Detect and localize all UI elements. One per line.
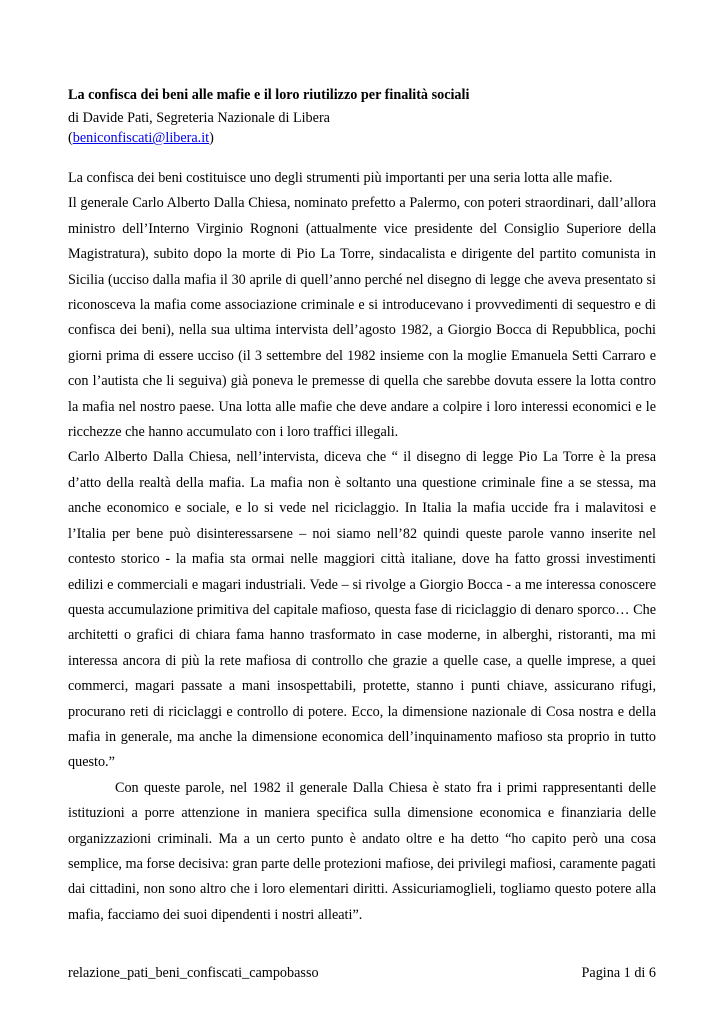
footer-filename: relazione_pati_beni_confiscati_campobasso [68,965,319,981]
email-link[interactable]: beniconfiscati@libera.it [72,130,210,146]
paragraph-interview-quote: Carlo Alberto Dalla Chiesa, nell’intervista, diceva che “ il disegno di legge Pio La Torre è la presa d’atto della realtà della mafia. La mafia non è soltanto una questione criminale fine a se stessa, ma anche economico e sociale, e lo si vede nel riciclaggio. In Italia la mafia uccide fra i malavitosi e l’Italia per bene può disinteressarsene – noi siamo nell’82 quindi queste parole vanno inserite nel contesto storico - la mafia sta ormai nelle maggiori città italiane, dove ha fatto grossi investimenti edilizi e commerciali e magari industriali. Vede – si rivolge a Giorgio Bocca - a me interessa conoscere questa accumulazione primitiva del capitale mafioso, questa fase di riciclaggio di denaro sporco… Che architetti o grafici di chiara fama hanno trasformato in case moderne, in alberghi, ristoranti, ma mi interessa ancora di più la rete mafiosa di controllo che grazie a quelle case, a quelle imprese, a quei commerci, magari passate a mani insospettabili, protette, stanno i punti chiave, assicurano rifugi, procurano reti di riciclaggi e controllo di potere. Ecco, la dimensione nazionale di Cosa nostra e della mafia in generale, ma anche la dimensione economica dell’inquinamento mafioso sta proprio in tutto questo.” [68,449,656,771]
email-open-paren: ( [68,130,73,146]
email-close-paren: ) [209,130,214,146]
document-title: La confisca dei beni alle mafie e il loro riutilizzo per finalità sociali [68,87,470,103]
paragraph-conclusion: Con queste parole, nel 1982 il generale Dalla Chiesa è stato fra i primi rappresentanti delle istituzioni a porre attenzione in maniera specifica sulla dimensione economica e finanziaria delle organizzazioni criminali. Ma a un certo punto è andato oltre e ha detto “ho capito però una cosa semplice, ma forse decisiva: gran parte delle protezioni mafiose, dei privilegi mafiosi, caramente pagati dai cittadini, non sono altro che i loro elementari diritti. Assicuriamoglieli, togliamo questo potere alla mafia, facciamo dei suoi dipendenti i nostri alleati”. [68,779,656,923]
document-body [68,86,656,928]
email-line [68,128,656,148]
footer-page-number: Pagina 1 di 6 [581,965,656,981]
page-footer [68,963,656,983]
paragraph-dalla-chiesa: Il generale Carlo Alberto Dalla Chiesa, nominato prefetto a Palermo, con poteri straordinari, dall’allora ministro dell’Interno Virginio Rognoni (attualmente vice presidente del Consiglio Superiore della Magistratura), subito dopo la morte di Pio La Torre, sindacalista e dirigente del partito comunista in Sicilia (ucciso dalla mafia il 30 aprile di quell’anno perché nel disegno di legge che aveva presentato si riconosceva la mafia come associazione criminale e si introducevano i provvedimenti di sequestro e di confisca dei beni), nella sua ultima intervista dell’agosto 1982, a Giorgio Bocca di Repubblica, pochi giorni prima di essere ucciso (il 3 settembre del 1982 insieme con la moglie Emanuela Setti Carraro e con l’autista che li seguiva) già poneva le premesse di quella che sarebbe dovuta essere la lotta contro la mafia nel nostro paese. Una lotta alle mafie che deve andare a colpire i loro interessi economici e le ricchezze che hanno accumulato con i loro traffici illegali. [68,195,656,441]
paragraph-intro: La confisca dei beni costituisce uno degli strumenti più importanti per una seria lotta alle mafie. [68,170,613,186]
author-line: di Davide Pati, Segreteria Nazionale di Libera [68,110,330,126]
